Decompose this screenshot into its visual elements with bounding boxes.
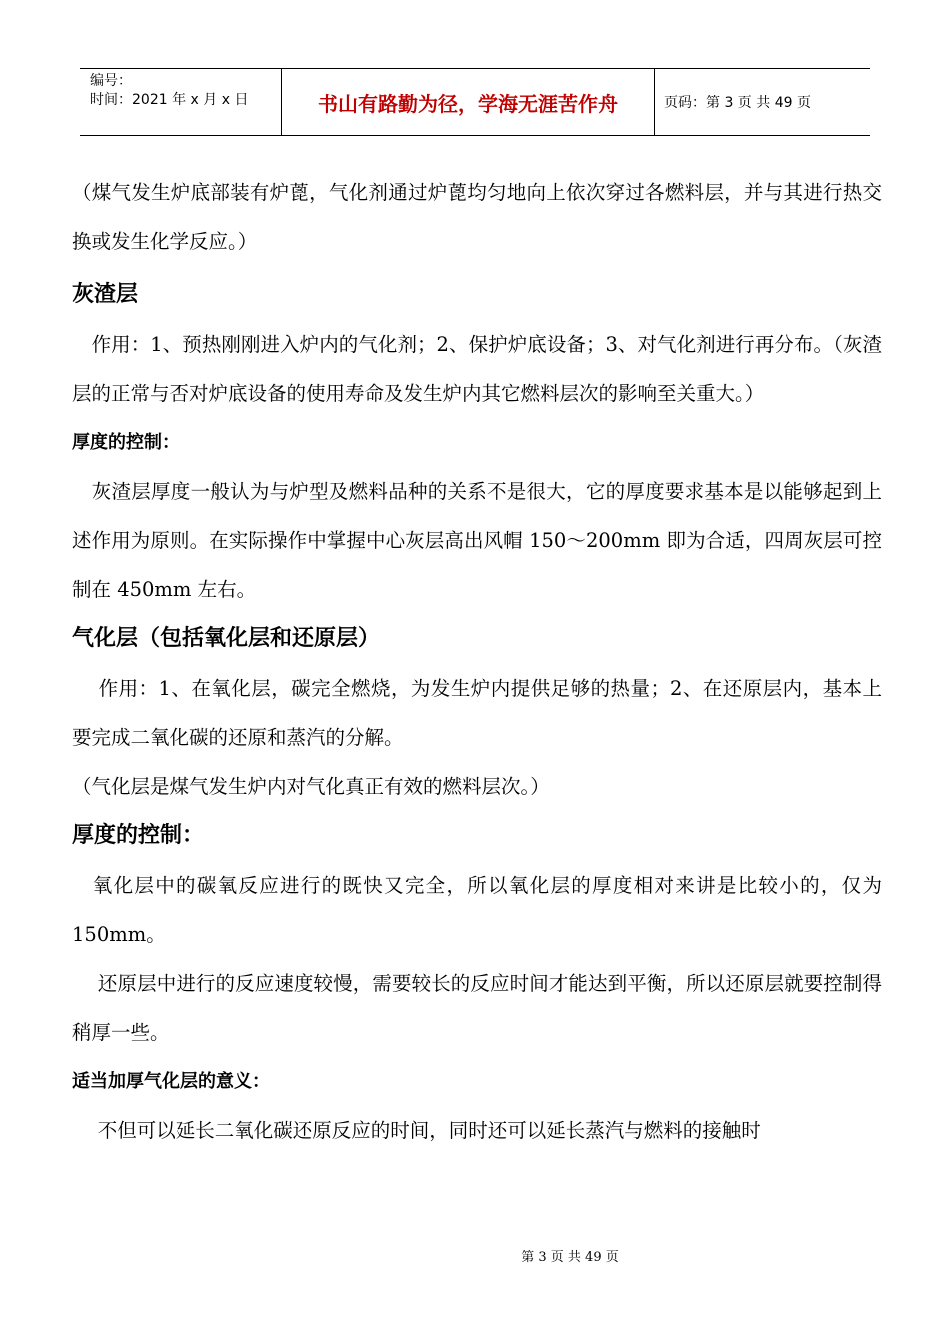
gasification-layer-heading: 气化层（包括氧化层和还原层） xyxy=(72,626,381,651)
number-label: 编号： xyxy=(90,73,132,89)
ash-function-paragraph: 作用：1、预热刚刚进入炉内的气化剂；2、保护炉底设备；3、对气化剂进行再分布。（灰渣层的正常与否对炉底设备的使用寿命及发生炉内其它燃料层次的影响至关重大。） xyxy=(72,333,882,405)
gasification-function-paragraph: 作用：1、在氧化层，碳完全燃烧，为发生炉内提供足够的热量；2、在还原层内，基本上要完成二氧化碳的还原和蒸汽的分解。 xyxy=(72,677,882,749)
reduction-paragraph: 还原层中进行的反应速度较慢，需要较长的反应时间才能达到平衡，所以还原层就要控制得稍厚一些。 xyxy=(72,972,882,1044)
document-body xyxy=(72,168,882,1155)
footer-page-number: 第 3 页 共 49 页 xyxy=(521,1250,619,1265)
header-meta-cell xyxy=(80,69,282,135)
ash-thickness-heading: 厚度的控制： xyxy=(72,432,180,453)
header-page-label: 页码：第 3 页 共 49 页 xyxy=(664,95,811,111)
thicken-heading: 适当加厚气化层的意义： xyxy=(72,1071,270,1092)
ash-layer-heading: 灰渣层 xyxy=(72,282,139,307)
ash-thickness-paragraph: 灰渣层厚度一般认为与炉型及燃料品种的关系不是很大，它的厚度要求基本是以能够起到上述作用为原则。在实际操作中掌握中心灰层高出风帽 150～200mm 即为合适，四周灰层可控制在 450mm 左右。 xyxy=(72,480,882,601)
gasification-note-paragraph: （气化层是煤气发生炉内对气化真正有效的燃料层次。） xyxy=(72,775,550,798)
thicken-paragraph: 不但可以延长二氧化碳还原反应的时间，同时还可以延长蒸汽与燃料的接触时 xyxy=(72,1119,761,1142)
page-footer xyxy=(0,1246,950,1265)
time-label: 时间：2021 年 x 月 x 日 xyxy=(90,92,249,108)
header-motto: 书山有路勤为径，学海无涯苦作舟 xyxy=(282,69,655,135)
gasification-thickness-heading: 厚度的控制： xyxy=(72,823,205,848)
intro-paragraph: （煤气发生炉底部装有炉蓖，气化剂通过炉蓖均匀地向上依次穿过各燃料层，并与其进行热交换或发生化学反应。） xyxy=(72,181,882,253)
document-header xyxy=(80,68,870,136)
oxidation-paragraph: 氧化层中的碳氧反应进行的既快又完全，所以氧化层的厚度相对来讲是比较小的，仅为 150mm。 xyxy=(72,874,882,946)
